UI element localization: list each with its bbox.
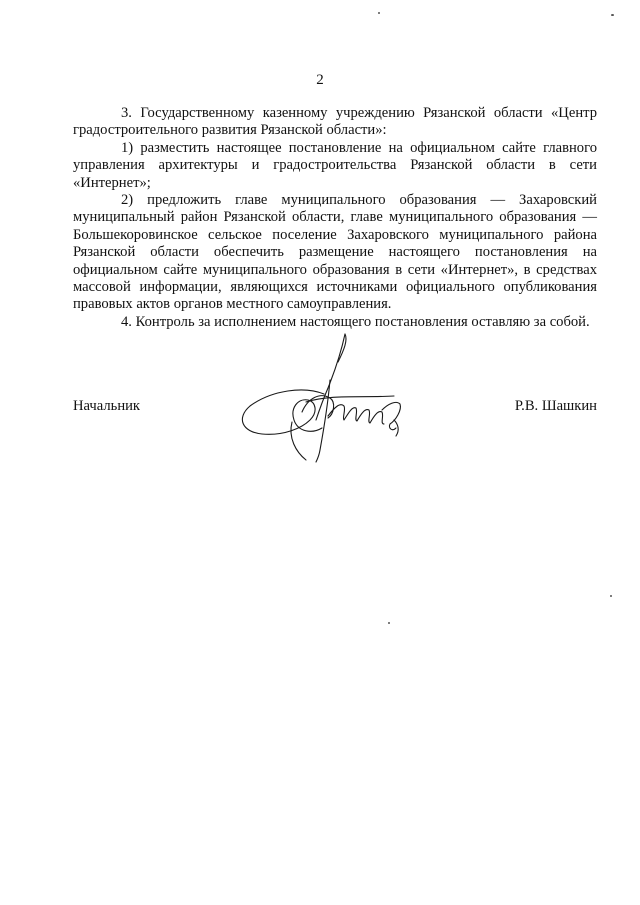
scan-speck [610,595,612,597]
scan-speck [388,622,390,624]
signatory-name: Р.В. Шашкин [514,398,597,414]
subparagraph-2: 2) предложить главе муниципального образования — Захаровский муниципальный район Рязанской области, главе муниципального образования — Большекоровинское сельское поселение Захаровского муниципального района Рязанской области обеспечить размещение настоящего постановления на официальном сайте муниципального образования в сети «Интернет», в средствах массовой информации, являющихся источниками официального опубликования правовых актов органов местного самоуправления. [73,192,597,313]
paragraph-item-4: 4. Контроль за исполнением настоящего постановления оставляю за собой. [121,313,590,330]
scan-speck [611,14,614,16]
paragraph-item-3: 3. Государственному казенному учреждению Рязанской области «Центр градостроительного развития Рязанской области»: [73,105,597,139]
scan-speck [378,12,380,14]
handwritten-signature-icon [232,328,417,468]
signatory-position: Начальник [73,398,141,414]
subparagraph-1: 1) разместить настоящее постановление на официальном сайте главного управления архитектуры и градостроительства Рязанской области в сети «Интернет»; [73,139,597,191]
document-body [73,105,597,331]
page-number: 2 [316,72,324,88]
